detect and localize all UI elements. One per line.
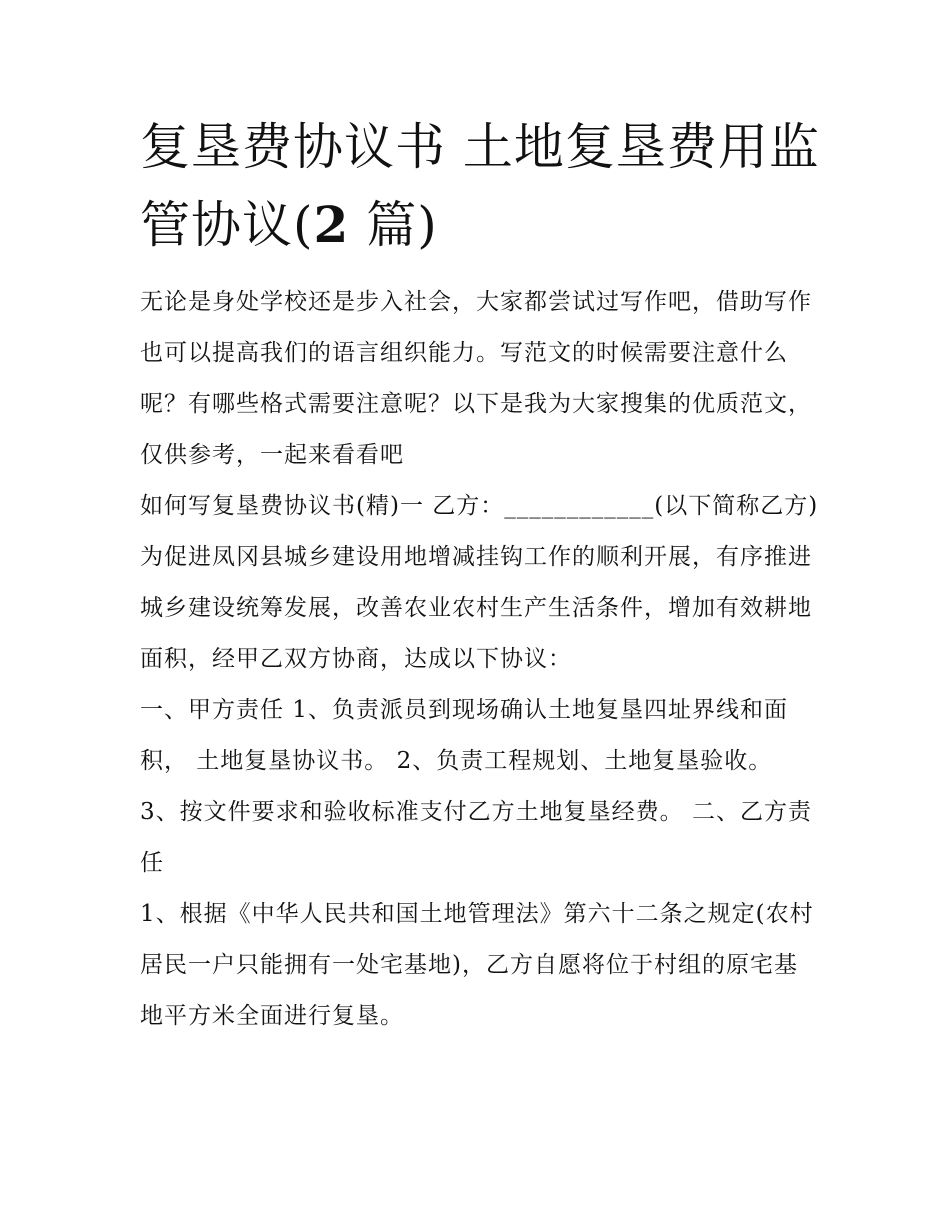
title-count: 2 xyxy=(313,195,350,254)
title-text-2: 篇) xyxy=(349,196,438,254)
party-a-duties-paragraph: 一、甲方责任 1、负责派员到现场确认土地复垦四址界线和面积， 土地复垦协议书。 2、负责工程规划、土地复垦验收。 3、按文件要求和验收标准支付乙方土地复垦经费。 二、乙方责任 xyxy=(140,697,812,876)
purpose-paragraph: 为促进凤冈县城乡建设用地增减挂钩工作的顺利开展，有序推进城乡建设统筹发展，改善农业农村生产生活条件，增加有效耕地面积，经甲乙双方协商，达成以下协议： xyxy=(140,544,812,672)
document-title xyxy=(140,108,820,264)
document-body xyxy=(140,277,820,1042)
intro-paragraph: 无论是身处学校还是步入社会，大家都尝试过写作吧，借助写作也可以提高我们的语言组织能力。写范文的时候需要注意什么呢？有哪些格式需要注意呢？以下是我为大家搜集的优质范文，仅供参考，一起来看看吧 xyxy=(140,289,812,468)
party-b-paragraph: 如何写复垦费协议书(精)一 乙方：____________(以下简称乙方) xyxy=(140,493,819,519)
party-b-duties-paragraph: 1、根据《中华人民共和国土地管理法》第六十二条之规定(农村居民一户只能拥有一处宅基地)，乙方自愿将位于村组的原宅基地平方米全面进行复垦。 xyxy=(140,901,814,1029)
title-text-1: 复垦费协议书 土地复垦费用监管协议( xyxy=(140,118,820,254)
